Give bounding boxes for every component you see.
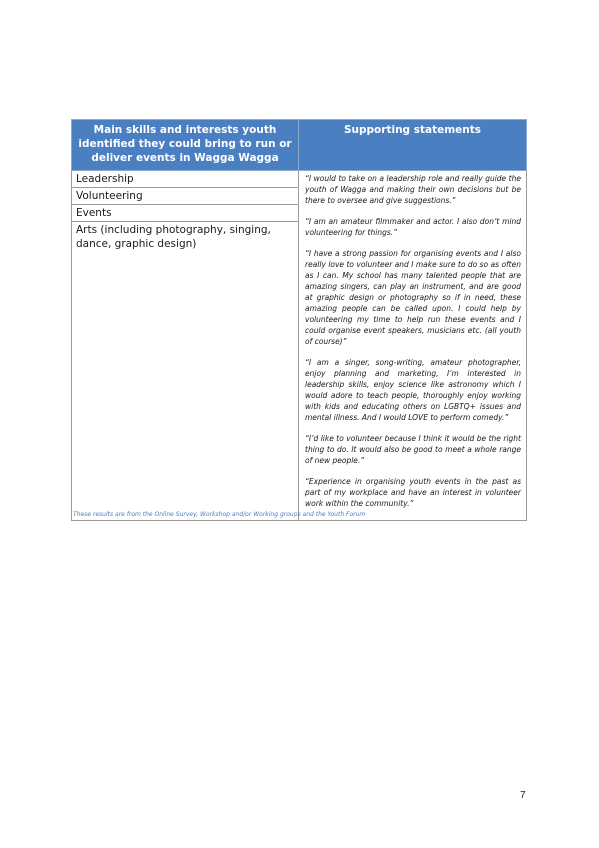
statement-quote: “I am a singer, song-writing, amateur photographer, enjoy planning and marketing, I’m interested in leadership skills, enjoy science like astronomy which I would adore to teach people, thoroughly enjoy working with kids and educating others on LGBTQ+ issues and mental illness. And I would LOVE to perform comedy.” [305, 358, 521, 422]
supporting-statements-cell [299, 171, 527, 521]
statement-quote: “I’d like to volunteer because I think it would be the right thing to do. It would also be good to meet a whole range of new people.” [305, 434, 521, 465]
source-footnote: These results are from the Online Survey, Workshop and/or Working groups and the Youth Forum [73, 511, 366, 518]
skill-volunteering: Volunteering [72, 188, 299, 205]
page-number: 7 [520, 790, 526, 801]
table-row [72, 171, 527, 188]
statement-quote: “I have a strong passion for organising events and I also really love to volunteer and I make sure to do so as often as I can. My school has many talented people that are amazing singers, can play an instrument, and are good at graphic design or photography so if in need, these amazing people can be called upon. I could help by volunteering my time to help run these events and I could organise event speakers, musicians etc. (all youth of course)” [305, 249, 521, 346]
skill-events: Events [72, 205, 299, 222]
statement-quote: “I am an amateur filmmaker and actor. I also don’t mind volunteering for things.” [305, 217, 521, 237]
table-header-row [72, 120, 527, 171]
skills-column-header: Main skills and interests youth identified they could bring to run or deliver events in Wagga Wagga [72, 120, 299, 171]
skills-table [71, 119, 527, 521]
statements-column-header: Supporting statements [299, 120, 527, 171]
statement-quote: “Experience in organising youth events in the past as part of my workplace and have an interest in volunteer work within the community.” [305, 477, 521, 508]
statement-quote: “I would to take on a leadership role and really guide the youth of Wagga and making their own decisions but be there to oversee and give suggestions.” [305, 174, 521, 205]
skill-leadership: Leadership [72, 171, 299, 188]
skill-arts: Arts (including photography, singing, dance, graphic design) [72, 222, 299, 521]
